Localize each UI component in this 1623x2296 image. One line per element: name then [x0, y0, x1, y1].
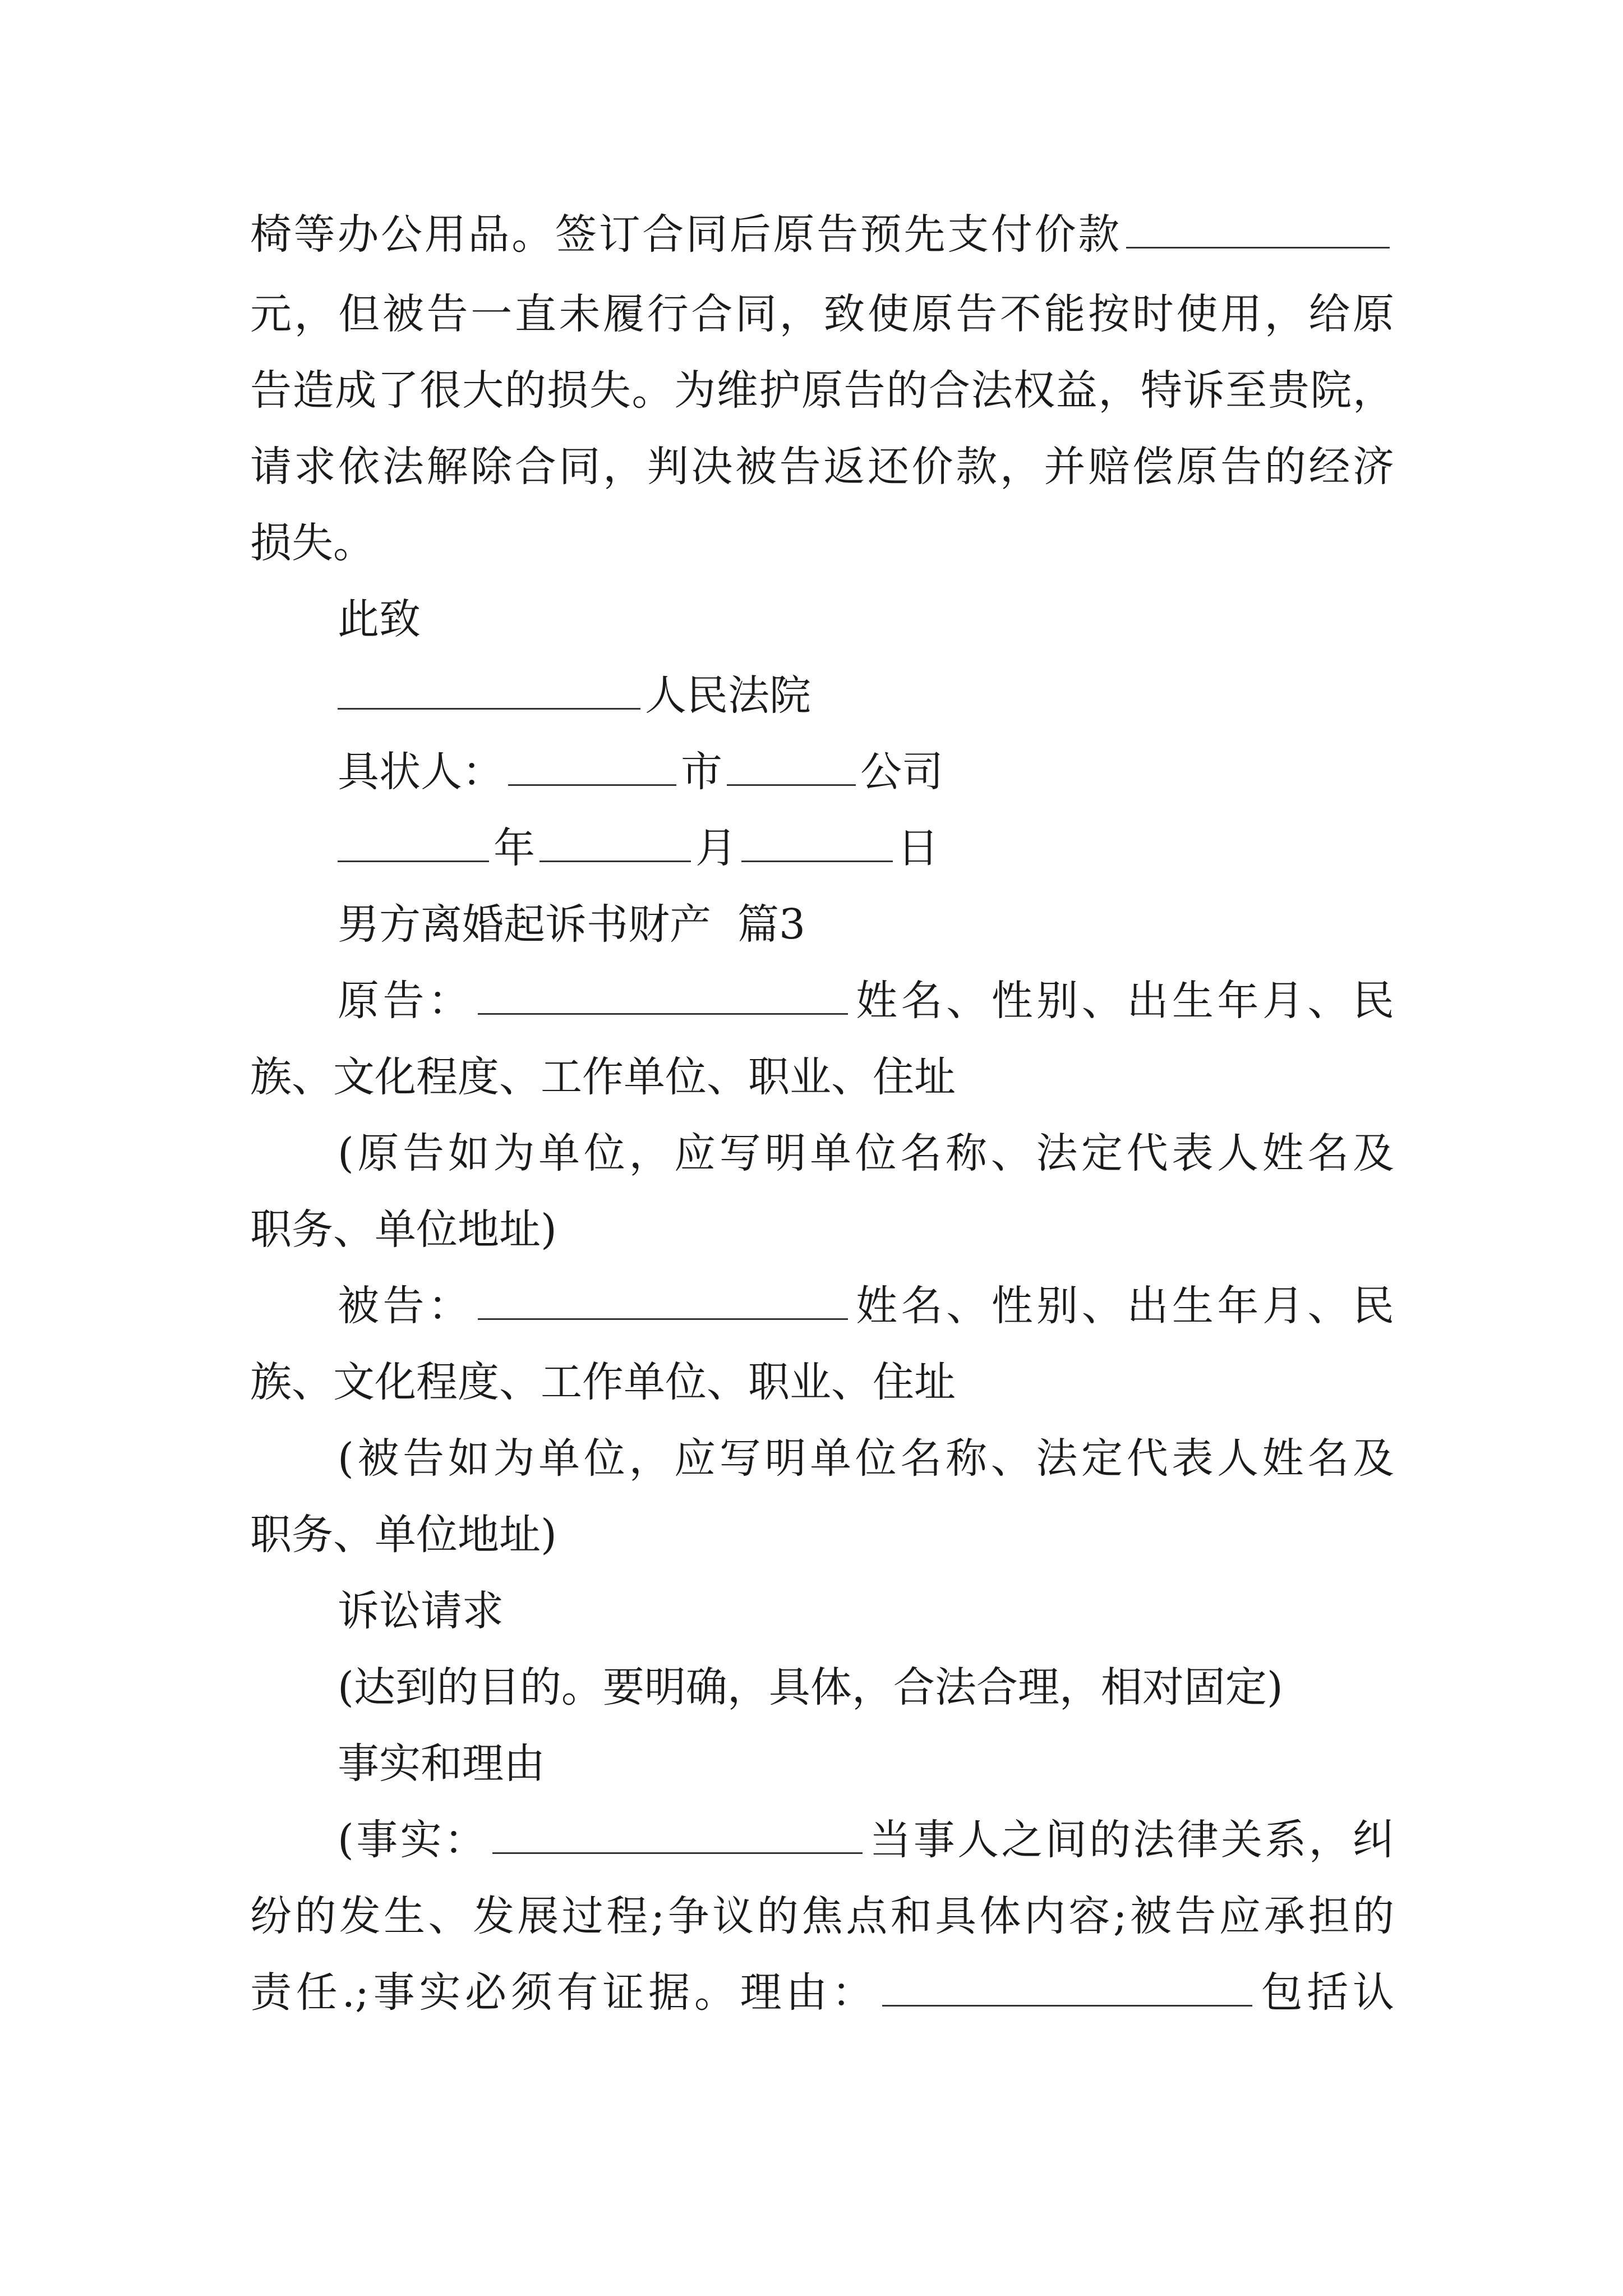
claims-heading: 诉讼请求: [338, 1587, 504, 1635]
paragraph-line: 纷的发生、发展过程;争议的焦点和具体内容;被告应承担的: [250, 1892, 1394, 1940]
fill-blank: [727, 749, 856, 786]
fill-blank: [540, 826, 691, 862]
facts-heading: 事实和理由: [338, 1740, 545, 1788]
text: 姓名、性别、出生年月、民: [852, 1282, 1395, 1330]
paragraph-line: 损失。: [250, 519, 375, 567]
plaintiff-line: [338, 967, 1394, 1034]
paragraph-line: [250, 201, 1394, 268]
paragraph-line: 职务、单位地址): [250, 1511, 557, 1559]
paragraph-line: 族、文化程度、工作单位、职业、住址: [250, 1053, 956, 1101]
fill-blank: [478, 1283, 848, 1320]
paragraph-line: (达到的目的。要明确，具体，合法合理，相对固定): [338, 1663, 1283, 1711]
text: 年: [494, 824, 535, 872]
fill-blank: [492, 1818, 863, 1854]
text: 日: [897, 824, 939, 872]
plaintiff-label: 原告：: [338, 977, 473, 1025]
text: 椅等办公用品。签订合同后原告预先支付价款: [250, 210, 1122, 259]
paragraph-line: 族、文化程度、工作单位、职业、住址: [250, 1358, 956, 1406]
paragraph-line: 职务、单位地址): [250, 1205, 557, 1254]
paragraph-line: [250, 1959, 1394, 2026]
defendant-line: [338, 1272, 1394, 1340]
text: 公司: [860, 748, 943, 796]
court-line: [338, 662, 1394, 729]
text: 当事人之间的法律关系，纠: [867, 1816, 1394, 1864]
facts-label: (事实：: [338, 1816, 488, 1864]
paragraph-line: (被告如为单位，应写明单位名称、法定代表人姓名及: [338, 1434, 1394, 1483]
paragraph-line: (原告如为单位，应写明单位名称、法定代表人姓名及: [338, 1129, 1394, 1177]
paragraph-line: 元，但被告一直未履行合同，致使原告不能按时使用，给原: [250, 290, 1394, 338]
facts-line: [338, 1806, 1394, 1874]
text: 责任.;事实必须有证据。理由：: [250, 1968, 878, 2017]
text: 月: [695, 824, 737, 872]
text: 姓名、性别、出生年月、民: [852, 977, 1395, 1025]
fill-blank: [1126, 212, 1390, 249]
fill-blank: [338, 673, 640, 710]
salutation: 此致: [338, 595, 421, 643]
fill-blank: [882, 1970, 1252, 2007]
text: 包括认: [1256, 1968, 1395, 2017]
section-heading: 男方离婚起诉书财产 篇3: [338, 900, 806, 949]
paragraph-line: 请求依法解除合同，判决被告返还价款，并赔偿原告的经济: [250, 443, 1394, 491]
defendant-label: 被告：: [338, 1282, 473, 1330]
fill-blank: [338, 826, 489, 862]
text: 人民法院: [645, 671, 811, 720]
signer-label: 具状人：: [338, 748, 504, 796]
fill-blank: [508, 749, 676, 786]
fill-blank: [478, 978, 848, 1015]
fill-blank: [741, 826, 893, 862]
text: 市: [681, 748, 722, 796]
date-line: [338, 815, 1394, 882]
paragraph-line: 告造成了很大的损失。为维护原告的合法权益，特诉至贵院，: [250, 366, 1394, 415]
signer-line: [338, 738, 1394, 806]
